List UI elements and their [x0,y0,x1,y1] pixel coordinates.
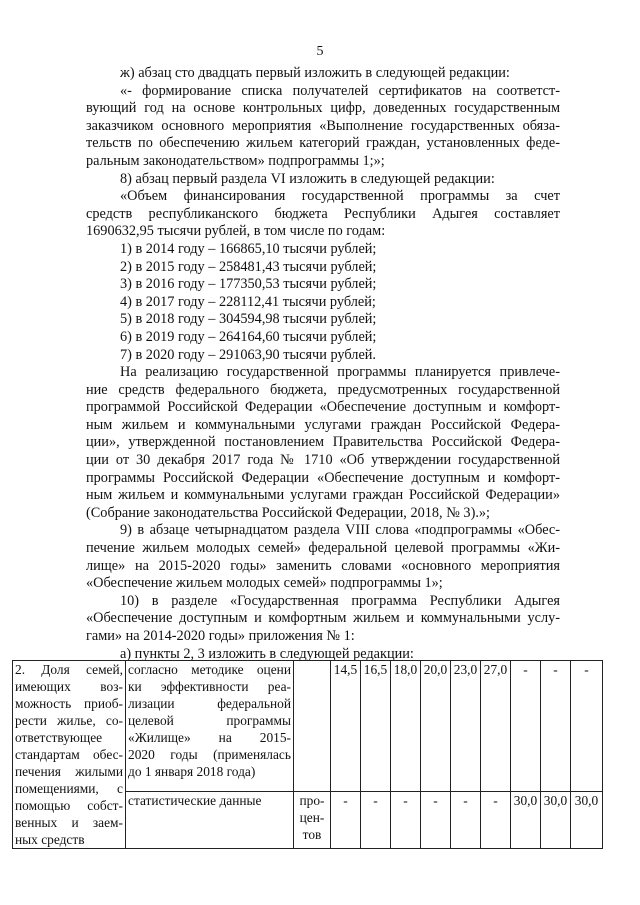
cell-line: ных средств [15,832,85,847]
value-cell: 27,0 [481,661,511,792]
list-item: 5) в 2018 году – 304594,98 тысячи рублей; [120,311,377,328]
unit-cell [294,792,331,849]
cell-line: тов [302,827,322,843]
paragraph-line: печение жильем молодых семей» федеральной целевой программы «Жи- [86,540,560,557]
list-item: 4) в 2017 году – 228112,41 тысячи рублей; [120,293,376,310]
document-body [86,65,560,663]
page-number: 5 [316,44,324,59]
paragraph-line: На реализацию государственной программы планируется привлече- [120,364,560,381]
cell-line: цен- [299,810,325,826]
list-item: 1) в 2014 году – 166865,10 тысячи рублей; [120,240,377,257]
cell-line: до 1 января 2018 года) [128,764,256,779]
value-cell: 30,0 [511,792,541,849]
cell-line: стандартам обес- [15,747,123,762]
value-cell: - [391,792,421,849]
list-item: 2) в 2015 году – 258481,43 тысячи рублей; [120,258,377,275]
value-cell: - [331,792,361,849]
value-cell: 30,0 [571,792,603,849]
value-cell: 23,0 [451,661,481,792]
value-cell: - [511,661,541,792]
value-cell: 16,5 [361,661,391,792]
cell-line: можность приоб- [15,696,123,711]
paragraph-line: «- формирование списка получателей сертификатов на соответст- [120,82,560,99]
cell-line: венных и заем- [15,815,123,830]
paragraph-line: (Собрание законодательства Российской Федерации, 2018, № 3).»; [86,504,491,521]
paragraph-line: ции», утвержденной постановлением Правительства Российской Федера- [86,434,560,451]
value-cell: - [361,792,391,849]
list-item: 3) в 2016 году – 177350,53 тысячи рублей; [120,276,377,293]
paragraph-line: гами» на 2014-2020 годы» приложения № 1: [86,628,355,644]
paragraph-line: программой Российской Федерации «Обеспечение доступным и комфорт- [86,399,560,416]
paragraph-line: вующий год на основе контрольных цифр, доведенных государственным [86,100,560,117]
paragraph-line: ции от 30 декабря 2017 года № 1710 «Об утверждении государственной [86,452,560,469]
value-cell: 18,0 [391,661,421,792]
method-cell [126,661,294,792]
cell-line: рести жилье, со- [15,713,123,728]
value-cell: - [571,661,603,792]
paragraph-line: средств республиканского бюджета Республики Адыгея составляет [86,205,560,222]
cell-line: целевой программы [128,713,291,728]
value-cell: - [421,792,451,849]
value-cell: 14,5 [331,661,361,792]
cell-line: про- [299,793,325,809]
cell-line: лизации федеральной [128,696,291,711]
paragraph-line: «Обеспечение доступным и комфортным жильем и коммунальными услу- [86,610,560,627]
cell-line: статистические данные [128,793,262,809]
paragraph-line: 9) в абзаце четырнадцатом раздела VIII слова «подпрограммы «Обес- [120,522,560,539]
value-cell: 20,0 [421,661,451,792]
cell-line: 2. Доля семей, [15,662,123,677]
paragraph-line: 1690632,95 тысячи рублей, в том числе по годам: [86,223,386,240]
cell-line: ответствующее [15,730,103,745]
paragraph-line: тельств по обеспечению жильем категорий граждан, установленных феде- [86,135,560,152]
cell-line: ки эффективности реа- [128,679,291,694]
value-cell: 30,0 [541,792,571,849]
paragraph-line: «Обеспечение жильем молодых семей» подпрограммы 1»; [86,575,443,592]
paragraph-line: ным жильем и коммунальными услугами граждан Российской Федера- [86,416,560,433]
cell-line: помещениями, с [15,781,123,796]
indicator-name-cell [13,661,126,849]
list-item: 7) в 2020 году – 291063,90 тысячи рублей. [120,346,377,363]
paragraph-line: ральным законодательством» подпрограммы 1;»; [86,152,385,169]
paragraph-line: 8) абзац первый раздела VI изложить в следующей редакции: [120,170,495,187]
paragraph-line: а) пункты 2, 3 изложить в следующей редакции: [120,645,414,662]
paragraph-line: «Объем финансирования государственной программы за счет [120,188,560,205]
paragraph-line: заказчиком основного мероприятия «Выполнение государственных обяза- [86,117,560,134]
unit-cell [294,661,331,792]
cell-line: имеющих воз- [15,679,123,694]
paragraph-line: ж) абзац сто двадцать первый изложить в следующей редакции: [120,65,510,81]
value-cell: - [451,792,481,849]
table-row [13,661,603,792]
cell-line: печения жилыми [15,764,123,779]
paragraph-line: лище» на 2015-2020 годы» заменить словами «основного мероприятия [86,557,560,574]
cell-line: помощью собст- [15,798,123,813]
method-cell [126,792,294,849]
value-cell: - [541,661,571,792]
cell-line: «Жилище» на 2015- [128,730,291,745]
list-item: 6) в 2019 году – 264164,60 тысячи рублей; [120,328,377,345]
paragraph-line: ние средств федерального бюджета, предусмотренных государственной [86,381,560,398]
cell-line: 2020 годы (применялась [128,747,291,762]
paragraph-line: программы Российской Федерации «Обеспечение доступным и комфорт- [86,469,560,486]
value-cell: - [481,792,511,849]
paragraph-line: ным жильем и коммунальными услугами граждан Российской Федерации» [86,487,560,504]
cell-line: согласно методике оцени [128,662,291,677]
paragraph-line: 10) в разделе «Государственная программа Республики Адыгея [120,592,560,609]
indicator-table [12,660,603,849]
